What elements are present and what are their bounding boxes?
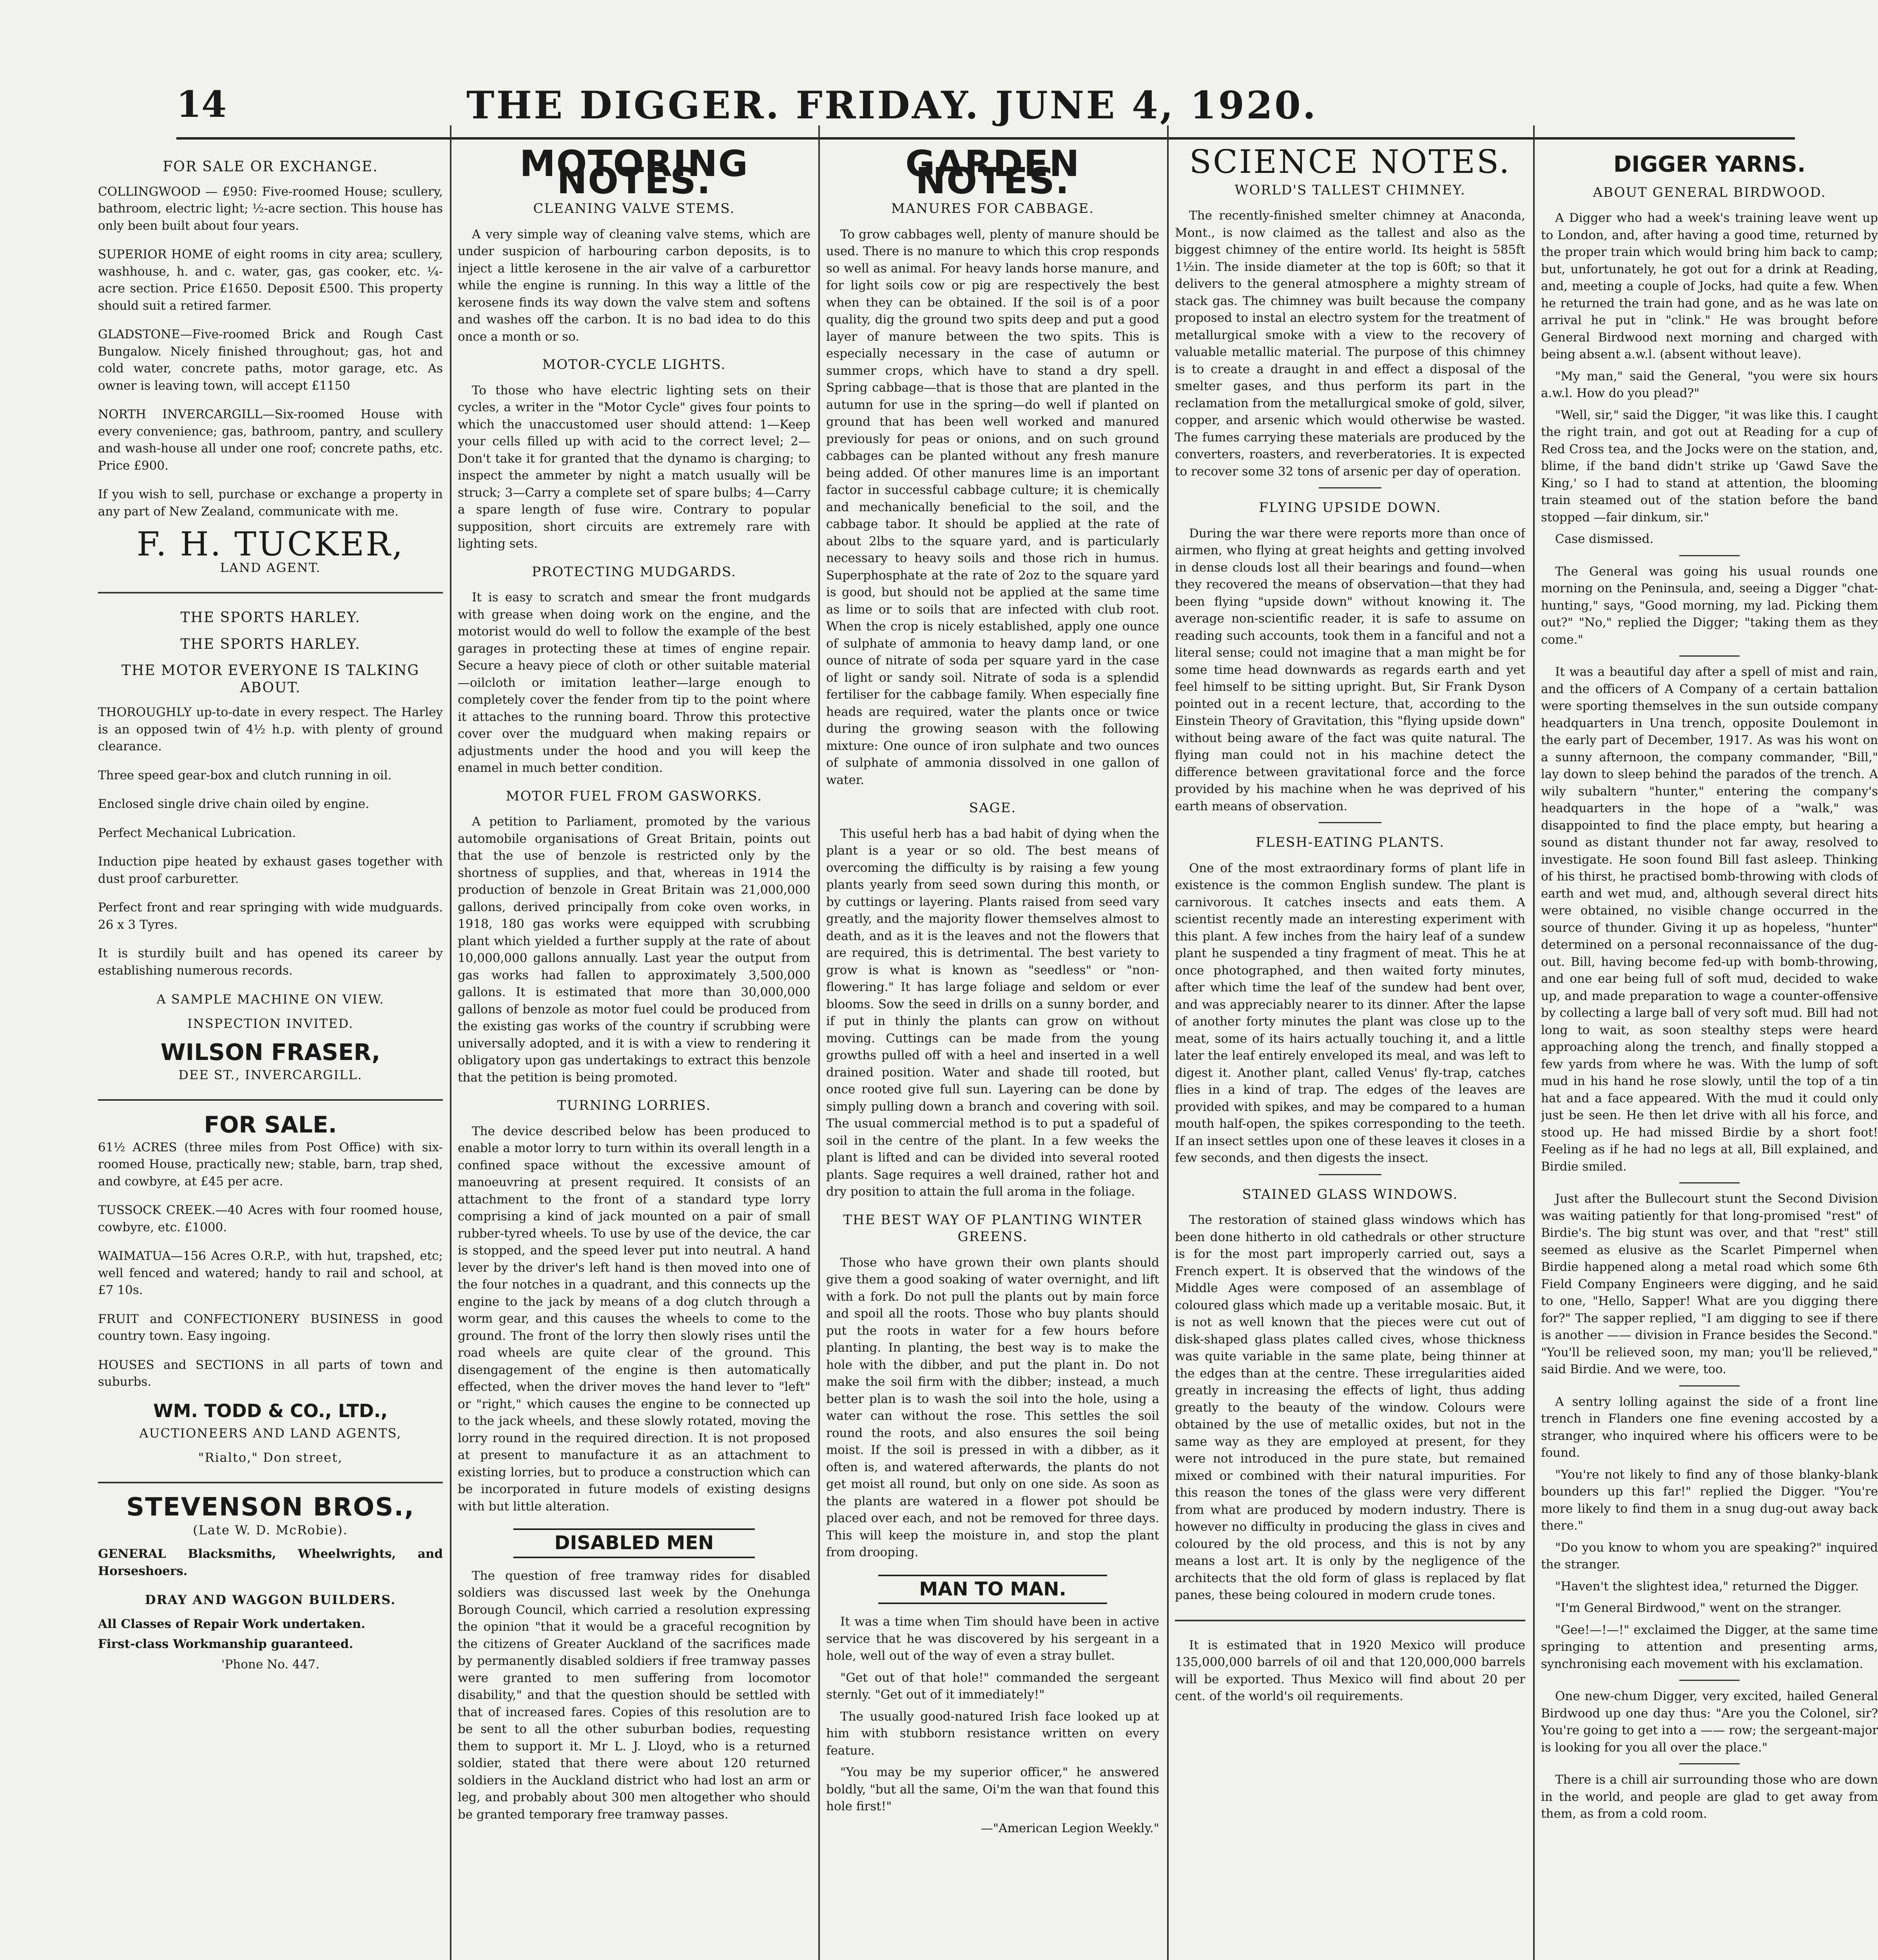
yarn-body: It was a beautiful day after a spell of mist and rain, and the officers of A Company of a certain battalion were sporting themselves in the sun outside company headquarters in Una trench, opposite Doulemont in the early part of December, 1917. As was his wont on a sunny afternoon, the company commander, "Bill," lay down to sleep behind the parados of the trench. A wily subaltern "hunter," entering the company's headquarters in the hope of a "walk," was disappointed to find the place empty, but hearing a sound as distant thunder not far away, resolved to investigate. He soon found Bill fast asleep. Thinking of his thirst, he practised bomb-throwing with clods of earth and wet mud, and, although several direct hits were obtained, no visible change occurred in the source of thunder. Giving it up as hopeless, "hunter" determined on a personal reconnaissance of the dug-out. Bill, having become fed-up with bomb-throwing, and one ear being full of soft mud, decided to wake up, and made preparation to wage a counter-offensive by collecting a large ball of very soft mud. Bill had not long to wait, as soon stealthy steps were heard approaching along the trench, and finally stopped a few yards from where he was. With the lump of soft mud in his hand he rose slowly, until the top of a tin hat and a face appeared. With the mud it could only just be seen. He then let drive with all his force, and stood up. He had missed Birdie by a short foot! Feeling as if he had no legs at all, Bill explained, and Birdie smiled.	[1541, 665, 1878, 1174]
boxed-heading-man-to-man: MAN TO MAN.	[878, 1575, 1107, 1604]
harley-heading: THE SPORTS HARLEY.	[180, 610, 361, 626]
auctioneer-description: AUCTIONEERS AND LAND AGENTS,	[139, 1426, 402, 1441]
article-heading: THE BEST WAY OF PLANTING WINTER GREENS.	[843, 1212, 1142, 1245]
story-body: The usually good-natured Irish face looked up at him with stubborn resistance written on every feature.	[826, 1709, 1159, 1758]
auctioneer-name: WM. TODD & CO., LTD.,	[153, 1400, 388, 1421]
yarn-divider	[1679, 555, 1740, 556]
harley-feature: Enclosed single drive chain oiled by engine.	[98, 797, 370, 811]
column-divider	[1533, 125, 1535, 1960]
story-credit: —"American Legion Weekly."	[981, 1821, 1159, 1835]
article-divider	[1319, 822, 1382, 823]
article-body: One of the most extraordinary forms of plant life in existence is the common English sundew. The plant is carnivorous. It catches insects and eats them. A scientist recently made an interesting experiment with this plant. A few inches from the hairy leaf of a sundew plant he suspended a tiny fragment of meat. This he at once photographed, and then waited forty minutes, after which time the leaf of the sundew had bent over, and was appreciably nearer to its dinner. After the lapse of another forty minutes the plant was close up to the meat, some of its hairs actually touching it, and a little later the leaf entirely enveloped its meal, and was left to digest it. Another plant, called Venus' fly-trap, catches flies in a kind of trap. The edges of the leaves are provided with spikes, and may be compared to a human mouth half-open, the spikes corresponding to the teeth. If an insect settles upon one of these leaves it closes in a few seconds, and then digests the insect.	[1175, 861, 1525, 1165]
property-ad-collingwood: COLLINGWOOD — £950: Five-roomed House; scullery, bathroom, electric light; ½-acre section. This house has only been built about four years.	[98, 184, 443, 233]
yarn-body: The General was going his usual rounds one morning on the Peninsula, and, seeing a Digger "chat-hunting," says, "Good morning, my lad. Picking them out?" "No," replied the Digger; "taking them as they come."	[1541, 564, 1878, 647]
yarn-body: "Gee!—!—!" exclaimed the Digger, at the same time springing to attention and presenting arms, synchronising each movement with his exclamation.	[1541, 1622, 1878, 1671]
column-divider	[1167, 125, 1169, 1960]
sale-listing: HOUSES and SECTIONS in all parts of town and suburbs.	[98, 1357, 443, 1389]
article-body: The restoration of stained glass windows which has been done hitherto in old cathedrals or other structure is for the most part improperly carried out, says a French expert. It is observed that the windows of the Middle Ages were composed of an assemblage of coloured glass which made up a veritable mosaic. But, it is not as well known that the pieces were cut out of disk-shaped glass plates called cives, whose thickness was quite variable in the same plate, being thinner at the edges than at the centre. These irregularities aided greatly in increasing the effects of light, thus adding greatly to the beauty of the window. Colours were obtained by the use of metallic oxides, but not in the same way as they are employed at present, for they were not introduced in the pure state, but remained mixed or combined with their natural impurities. For this reason the tones of the glass were very different from what are produced by modern industry. There is however no difficulty in producing the glass in cives and coloured by the old process, and this is not by any means a lost art. It is only by the negligence of the architects that the old form of glass is replaced by flat panes, these being coloured in modern crude tones.	[1175, 1213, 1525, 1602]
yarn-body: Just after the Bullecourt stunt the Second Division was waiting patiently for that long-promised "rest" of Birdie's. The big stunt was over, and that "rest" still seemed as elusive as the Scarlet Pimpernel when Birdie happened along a metal road which some 6th Field Company Engineers were digging, and he said to one, "Hello, Sapper! What are you digging there for?" The sapper replied, "I am digging to see if there is another —— division in France besides the Second." "You'll be relieved soon, my man; you'll be relieved," said Birdie. And we were, too.	[1541, 1192, 1878, 1376]
yarn-divider	[1679, 1763, 1740, 1764]
yarn-body: There is a chill air surrounding those who are down in the world, and people are glad to get away from them, as from a cold room.	[1541, 1773, 1878, 1821]
dealer-name: WILSON FRASER,	[160, 1039, 381, 1065]
harley-inspection-notice: INSPECTION INVITED.	[187, 1016, 354, 1031]
article-body: To grow cabbages well, plenty of manure should be used. There is no manure to which this crop responds so well as animal. For heavy lands horse manure, and for light soils cow or pig are respectively the best when they can be obtained. If the soil is of a poor quality, dig the ground two spits deep and put a good layer of manure between the two spits. This is especially necessary in the case of autumn or summer crops, which have to stand a dry spell. Spring cabbage—that is those that are planted in the autumn for use in the spring—do well if planted on ground that has been well worked and manured previously for peas or onions, and on such ground cabbages can be planted without any fresh manure being added. Of other manures lime is an important factor in successful cabbage culture; it is chemically and mechanically beneficial to the soil, and the cabbage tabor. It should be applied at the rate of about 2lbs to the square yard, and is particularly necessary to heavy soils and those rich in humus. Superphosphate at the rate of 2oz to the square yard is good, but should not be applied at the same time as lime or to soils that are infected with club root. When the crop is nicely established, apply one ounce of sulphate of ammonia to heavy damp land, or one ounce of nitrate of soda per square yard in the case of light or sandy soil. Nitrate of soda is a splendid fertiliser for the cabbage family. When especially fine heads are required, water the plants once or twice during the growing season with the following mixture: One ounce of iron sulphate and two ounces of sulphate of ammonia dissolved in one gallon of water.	[826, 227, 1159, 787]
sale-listing: TUSSOCK CREEK.—40 Acres with four roomed house, cowbyre, etc. £1000.	[98, 1203, 443, 1234]
yarn-divider	[1679, 655, 1740, 657]
article-heading: FLYING UPSIDE DOWN.	[1259, 500, 1441, 515]
property-ad-north-invercargill: NORTH INVERCARGILL—Six-roomed House with every convenience; gas, bathroom, pantry, and scullery and wash-house all under one roof; concrete paths, etc. Price £900.	[98, 407, 443, 473]
column-motoring-notes	[458, 149, 810, 1960]
harley-tagline: THE MOTOR EVERYONE IS TALKING ABOUT.	[121, 662, 420, 696]
article-heading: ABOUT GENERAL BIRDWOOD.	[1593, 184, 1826, 200]
sale-listing: FRUIT and CONFECTIONERY BUSINESS in good country town. Easy ingoing.	[98, 1312, 443, 1343]
yarn-body: "Do you know to whom you are speaking?" inquired the stranger.	[1541, 1540, 1878, 1572]
story-body: It was a time when Tim should have been in active service that he was discovered by his sergeant in a hole, well out of the way of even a stray bullet.	[826, 1615, 1159, 1663]
blacksmith-repairs: All Classes of Repair Work undertaken.	[98, 1617, 366, 1631]
article-heading: MOTOR FUEL FROM GASWORKS.	[506, 788, 763, 804]
yarn-body: Case dismissed.	[1555, 532, 1654, 546]
section-heading-motoring: MOTORING NOTES.	[519, 149, 749, 202]
property-ad-contact: If you wish to sell, purchase or exchange a property in any part of New Zealand, communicate with me.	[98, 487, 443, 519]
column-garden-notes	[826, 149, 1159, 1960]
article-heading: PROTECTING MUDGARDS.	[532, 564, 736, 580]
article-divider	[1319, 487, 1382, 488]
boxed-heading-disabled-men: DISABLED MEN	[513, 1528, 755, 1558]
blacksmith-guarantee: First-class Workmanship guaranteed.	[98, 1637, 353, 1651]
blacksmith-name: STEVENSON BROS.,	[126, 1493, 415, 1522]
yarn-body: "My man," said the General, "you were six hours a.w.l. How do you plead?"	[1541, 369, 1878, 400]
article-body: Those who have grown their own plants should give them a good soaking of water overnight, and lift with a fork. Do not pull the plants out by main force and spoil all the roots. Those who buy plants should put the roots in water for a few hours before planting. In planting, the best way is to make the hole with the dibber, and put the plant in. Do not make the soil firm with the dibber; instead, a much better plan is to wash the soil into the hole, using a water can without the rose. This settles the soil round the roots, and also ensures the soil being moist. If the soil is pressed in with a dibber, as it often is, and watered afterwards, the plants do not get moist all round, but only on one side. As soon as the plants are watered in a flower pot should be placed over each, and not be removed for three days. This will keep the moisture in, and stop the plant from drooping.	[826, 1255, 1159, 1559]
sale-listing: 61½ ACRES (three miles from Post Office) with six-roomed House, practically new; stable, barn, trap shed, and cowbyre, at £45 per acre.	[98, 1140, 443, 1189]
section-heading-digger-yarns: DIGGER YARNS.	[1613, 152, 1806, 177]
agent-name: F. H. TUCKER,	[136, 525, 404, 563]
story-body: "Get out of that hole!" commanded the sergeant sternly. "Get out of it immediately!"	[826, 1670, 1159, 1702]
article-body: It is estimated that in 1920 Mexico will produce 135,000,000 barrels of oil and that 120,000,000 barrels will be exported. Thus Mexico will find about 20 per cent. of the world's oil requirements.	[1175, 1638, 1525, 1703]
article-heading: CLEANING VALVE STEMS.	[533, 201, 735, 216]
article-divider	[1175, 1620, 1525, 1621]
article-body: The recently-finished smelter chimney at Anaconda, Mont., is now claimed as the tallest and also as the biggest chimney of the entire world. Its height is 585ft 1½in. The inside diameter at the top is 60ft; so that it delivers to the general atmosphere a mighty stream of stack gas. The chimney was built because the company proposed to instal an electro system for the treatment of metallurgical smoke with a view to the recovery of valuable metallic material. The purpose of this chimney is to create a draught in and effect a disposal of the smelter gases, and thus perform its part in the reclamation from the metallurgical smoke of gold, silver, copper, and arsenic which would otherwise be wasted. The fumes carrying these materials are produced by the converters, roasters, and reverberatories. It is expected to recover some 32 tons of arsenic per day of operation.	[1175, 209, 1525, 479]
yarn-divider	[1679, 1182, 1740, 1183]
harley-heading-repeat: THE SPORTS HARLEY.	[180, 636, 361, 652]
article-body: The device described below has been produced to enable a motor lorry to turn within its overall length in a confined space without the excessive amount of manoeuvring at present required. It consists of an attachment to the front of a standard type lorry comprising a kind of jack mounted on a pair of small rubber-tyred wheels. To use by use of the device, the car is stopped, and the speed lever put into neutral. A hand lever by the driver's left hand is then moved into one of the four notches in a quadrant, and this connects up the engine to the jack by means of a dog clutch through a worm gear, and this causes the wheels to come to the ground. The front of the lorry then slowly rises until the road wheels are quite clear of the ground. This disengagement of the engine is then automatically effected, when the driver moves the hand lever to "left" or "right," which causes the engine to be connected up to the jack wheels, and these slowly rotated, moving the lorry round in the required direction. It is not proposed at present to manufacture it as an attachment to existing lorries, but to produce a construction which can be incorporated in future models of existing designs with but little alteration.	[458, 1124, 810, 1514]
yarn-body: A sentry lolling against the side of a front line trench in Flanders one fine evening accosted by a stranger, who inquired where his officers were to be found.	[1541, 1394, 1878, 1460]
yarn-body: "You're not likely to find any of those blanky-blank bounders up this far!" replied the Digger. "You're more likely to find them in a snug dug-out away back there."	[1541, 1467, 1878, 1533]
harley-sample-notice: A SAMPLE MACHINE ON VIEW.	[156, 992, 384, 1007]
article-heading: FLESH-EATING PLANTS.	[1255, 835, 1445, 850]
section-heading-for-sale: FOR SALE OR EXCHANGE.	[163, 159, 378, 175]
column-science-notes	[1175, 149, 1525, 1960]
yarn-body: One new-chum Digger, very excited, hailed General Birdwood up one day thus: "Are you the Colonel, sir? You're going to get into a —— row; the sergeant-major is looking for you all over the place."	[1541, 1689, 1878, 1755]
blacksmith-services: GENERAL Blacksmiths, Wheelwrights, and Horseshoers.	[98, 1547, 443, 1578]
article-heading: SAGE.	[969, 800, 1017, 816]
article-body: To those who have electric lighting sets on their cycles, a writer in the "Motor Cycle" gives four points to which the unaccustomed user should attend: 1—Keep your cells filled up with acid to the correct level; 2—Don't take it for granted that the dynamo is charging; to inspect the ammeter by night a match usually will be struck; 3—Carry a complete set of spare bulbs; 4—Carry a spare length of fuse wire. Contrary to popular supposition, short circuits are extremely rare with lighting sets.	[458, 383, 810, 551]
property-ad-superior-home: SUPERIOR HOME of eight rooms in city area; scullery, washhouse, h. and c. water, gas, gas cooker, etc. ¼-acre section. Price £1650. Deposit £500. This property should suit a retired farmer.	[98, 247, 443, 313]
harley-feature: Perfect Mechanical Lubrication.	[98, 826, 296, 840]
article-body: This useful herb has a bad habit of dying when the plant is a year or so old. The best means of overcoming the difficulty is by raising a few young plants yearly from seed sown during this month, or by cuttings or layering. Plants raised from seed vary greatly, and the majority flower themselves almost to death, and as it is the leaves and not the flowers that are required, this is detrimental. The best variety to grow is what is known as "seedless" or "non-flowering." It has large foliage and seldom or ever blooms. Sow the seed in drills on a sunny border, and if put in thinly the plants can grow on without moving. Cuttings can be made from the young growths pulled off with a heel and inserted in a well drained position. Water and shade till rooted, but once rooted give full sun. Layering can be done by simply pulling down a branch and covering with soil. The usual commercial method is to put a spadeful of soil in the centre of the plant. In a few weeks the plant is lifted and can be divided into several rooted plants. Sage requires a well drained, rather hot and dry position to attain the full aroma in the foliage.	[826, 826, 1159, 1199]
yarn-body: A Digger who had a week's training leave went up to London, and, after having a good time, returned by the proper train which would bring him back to camp; but, unfortunately, he got out for a drink at Reading, and, meeting a couple of Jocks, had quite a few. When he returned the train had gone, and as he was late on arrival he put in "clink." He was brought before General Birdwood next morning and charged with being absent a.w.l. (absent without leave).	[1541, 211, 1878, 361]
sale-listing: WAIMATUA—156 Acres O.R.P., with hut, trapshed, etc; well fenced and watered; handy to rail and school, at £7 10s.	[98, 1249, 443, 1297]
for-sale-heading: FOR SALE.	[204, 1111, 337, 1138]
article-heading: MANURES FOR CABBAGE.	[891, 201, 1095, 216]
agent-title: LAND AGENT.	[220, 560, 321, 575]
dealer-address: DEE ST., INVERCARGILL.	[178, 1067, 363, 1082]
story-body: "You may be my superior officer," he answered boldly, "but all the same, Oi'm the wan that found this hole first!"	[826, 1765, 1159, 1813]
article-body: A very simple way of cleaning valve stems, which are under suspicion of harbouring carbon deposits, is to inject a little kerosene in the air valve of a carburettor while the engine is running. In this way a little of the kerosene finds its way down the valve stem and softens and washes off the carbon. It is no bad idea to do this once a month or so.	[458, 227, 810, 344]
ad-divider	[98, 592, 443, 593]
article-body: During the war there were reports more than once of airmen, who flying at great heights and getting involved in dense clouds lost all their bearings and found—when they recovered the means of observation—that they had been flying "upside down" without knowing it. The average non-scientific reader, it is safe to assume on reading such accounts, took them in a fanciful and not a literal sense; could not imagine that a man might be for some time head downwards as regards earth and yet feel himself to be sitting upright. But, Sir Frank Dyson pointed out in a recent lecture, that, according to the Einstein Theory of Gravitation, this "flying upside down" without being aware of the fact was quite natural. The flying man could not in his machine detect the difference between gravitational force and the force provided by his machine when he was deprived of his earth means of observation.	[1175, 526, 1525, 813]
page-number: 14	[176, 83, 227, 125]
section-heading-science: SCIENCE NOTES.	[1189, 149, 1511, 181]
blacksmith-phone: 'Phone No. 447.	[221, 1657, 320, 1671]
harley-feature: Three speed gear-box and clutch running in oil.	[98, 768, 392, 782]
article-body: It is easy to scratch and smear the front mudgards with grease when doing work on the engine, and the motorist would do well to follow the example of the best garages in protecting these at times of engine repair. Secure a heavy piece of cloth or other suitable material—oilcloth or imitation leather—large enough to completely cover the fender from tip to the point where it attaches to the running board. Throw this protective cover over the mudguard when making repairs or adjustments under the hood and you will keep the enamel in much better condition.	[458, 590, 810, 775]
yarn-body: "Haven't the slightest idea," returned the Digger.	[1555, 1579, 1859, 1593]
harley-feature: Induction pipe heated by exhaust gases together with dust proof carburetter.	[98, 855, 443, 886]
column-divider	[450, 125, 451, 1960]
newspaper-title: THE DIGGER. FRIDAY. JUNE 4, 1920.	[466, 83, 1318, 127]
section-heading-garden: GARDEN NOTES.	[905, 149, 1080, 202]
property-ad-gladstone: GLADSTONE—Five-roomed Brick and Rough Cast Bungalow. Nicely finished throughout; gas, hot and cold water, concrete paths, motor garage, etc. As owner is leaving town, will accept £1150	[98, 327, 443, 393]
column-digger-yarns	[1541, 149, 1878, 1960]
yarn-body: "I'm General Birdwood," went on the stranger.	[1555, 1601, 1842, 1615]
article-heading: WORLD'S TALLEST CHIMNEY.	[1234, 182, 1466, 198]
blacksmith-former-name: (Late W. D. McRobie).	[193, 1522, 348, 1537]
column-advertisements	[98, 149, 443, 1960]
article-heading: STAINED GLASS WINDOWS.	[1242, 1186, 1458, 1202]
yarn-body: "Well, sir," said the Digger, "it was like this. I caught the right train, and got out at Reading for a cup of Red Cross tea, and the Jocks were on the station, and, blime, if the band didn't strike up 'Gawd Save the King,' so I had to stand at attention, the blooming train steamed out of the station before the band stopped —fair dinkum, sir."	[1541, 408, 1878, 524]
ad-divider	[98, 1482, 443, 1483]
harley-feature: THOROUGHLY up-to-date in every respect. The Harley is an opposed twin of 4½ h.p. with plenty of ground clearance.	[98, 705, 443, 753]
blacksmith-builders: DRAY AND WAGGON BUILDERS.	[145, 1592, 396, 1607]
harley-feature: It is sturdily built and has opened its career by establishing numerous records.	[98, 946, 443, 978]
yarn-divider	[1679, 1385, 1740, 1387]
article-body: A petition to Parliament, promoted by the various automobile organisations of Great Britain, points out that the use of benzole is restricted only by the shortness of supplies, and that, whereas in 1914 the production of benzole in Great Britain was 21,000,000 gallons, derived principally from coke oven works, in 1918, 180 gas works were equipped with scrubbing plant which yielded a further supply at the rate of about 10,000,000 gallons annually. Last year the output from gas works had fallen to approximately 3,500,000 gallons. It is estimated that more than 30,000,000 gallons of benzole as motor fuel could be produced from the existing gas works of the country if scrubbing were universally adopted, and it is with a view to rendering it obligatory upon gas undertakings to extract this benzole that the petition is being promoted.	[458, 815, 810, 1085]
masthead-rule	[176, 137, 1795, 140]
yarn-divider	[1679, 1680, 1740, 1681]
article-divider	[1319, 1174, 1382, 1175]
article-heading: TURNING LORRIES.	[557, 1098, 711, 1113]
column-divider	[818, 125, 820, 1960]
article-body: The question of free tramway rides for disabled soldiers was discussed last week by the Onehunga Borough Council, which carried a resolution expressing the opinion "that it would be a graceful recognition by the citizens of Greater Auckland of the sacrifices made by permanently disabled soldiers if free tramway passes were granted to men suffering from locomotor disability," and that the question should be settled with that of increased fares. Copies of this resolution are to be sent to all the other suburban bodies, requesting them to support it. Mr L. J. Lloyd, who is a returned soldier, stated that there were about 120 returned soldiers in the Auckland district who had lost an arm or leg, and probably about 300 men altogether who should be granted temporary free tramway passes.	[458, 1568, 810, 1822]
harley-feature: Perfect front and rear springing with wide mudguards. 26 x 3 Tyres.	[98, 900, 443, 932]
article-heading: MOTOR-CYCLE LIGHTS.	[542, 357, 726, 372]
masthead	[169, 78, 1795, 137]
auctioneer-address: "Rialto," Don street,	[198, 1450, 343, 1465]
ad-divider	[98, 1099, 443, 1101]
